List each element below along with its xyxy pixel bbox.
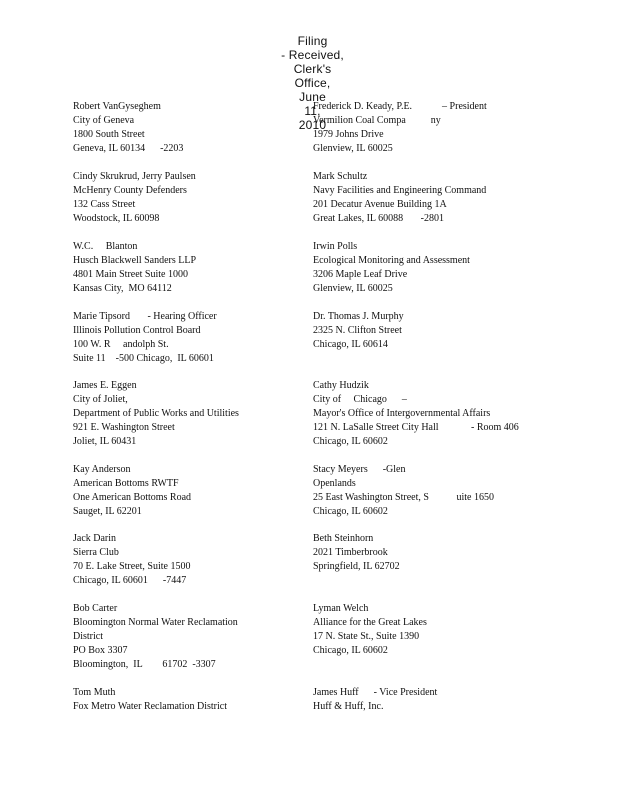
- address-line: Navy Facilities and Engineering Command: [313, 185, 487, 196]
- address-line: Chicago, IL 60602: [313, 506, 388, 517]
- address-line: Department of Public Works and Utilities: [73, 408, 239, 419]
- address-line: Suite 11 -500 Chicago, IL 60601: [73, 353, 214, 364]
- address-line: Openlands: [313, 478, 356, 489]
- address-line: American Bottoms RWTF: [73, 478, 179, 489]
- address-line: Dr. Thomas J. Murphy: [313, 311, 404, 322]
- address-line: Mayor's Office of Intergovernmental Affairs: [313, 408, 491, 419]
- address-line: One American Bottoms Road: [73, 492, 192, 503]
- address-block: [313, 240, 470, 296]
- address-line: Sauget, IL 62201: [73, 506, 142, 517]
- address-line: Chicago, IL 60601 -7447: [73, 575, 187, 586]
- address-line: Chicago, IL 60602: [313, 645, 388, 656]
- address-line: Woodstock, IL 60098: [73, 213, 160, 224]
- address-block: [313, 310, 404, 352]
- address-line: 1979 Johns Drive: [313, 129, 384, 140]
- address-line: Lyman Welch: [313, 603, 369, 614]
- address-line: Marie Tipsord - Hearing Officer: [73, 311, 217, 322]
- address-line: Fox Metro Water Reclamation District: [73, 701, 227, 712]
- header-word: June: [299, 90, 326, 104]
- address-line: 2325 N. Clifton Street: [313, 325, 402, 336]
- address-line: Chicago, IL 60602: [313, 436, 388, 447]
- address-line: Alliance for the Great Lakes: [313, 617, 427, 628]
- address-line: Kay Anderson: [73, 464, 131, 475]
- address-line: Irwin Polls: [313, 241, 358, 252]
- address-line: Cathy Hudzik: [313, 380, 369, 391]
- header-word: 11,: [304, 104, 321, 118]
- address-line: City of Chicago –: [313, 394, 407, 405]
- address-line: City of Joliet,: [73, 394, 128, 405]
- address-line: Glenview, IL 60025: [313, 143, 393, 154]
- address-line: Jack Darin: [73, 533, 117, 544]
- address-block: [313, 686, 437, 714]
- address-line: 3206 Maple Leaf Drive: [313, 269, 408, 280]
- address-line: Geneva, IL 60134 -2203: [73, 143, 184, 154]
- address-line: Bloomington, IL 61702 -3307: [73, 659, 216, 670]
- header-word: Filing: [297, 34, 328, 48]
- address-line: 921 E. Washington Street: [73, 422, 175, 433]
- address-line: Kansas City, MO 64112: [73, 283, 172, 294]
- address-line: Stacy Meyers -Glen: [313, 464, 406, 475]
- address-line: 121 N. LaSalle Street City Hall - Room 406: [313, 422, 519, 433]
- address-line: Beth Steinhorn: [313, 533, 374, 544]
- address-line: 2021 Timberbrook: [313, 547, 388, 558]
- address-line: Chicago, IL 60614: [313, 339, 388, 350]
- address-line: Frederick D. Keady, P.E. – President: [313, 101, 487, 112]
- address-line: James Huff - Vice President: [313, 687, 438, 698]
- address-line: Cindy Skrukrud, Jerry Paulsen: [73, 171, 196, 182]
- address-line: 25 East Washington Street, S uite 1650: [313, 492, 494, 503]
- address-line: Vermilion Coal Compa ny: [313, 115, 441, 126]
- address-line: Mark Schultz: [313, 171, 368, 182]
- address-block: [73, 379, 239, 449]
- address-line: Sierra Club: [73, 547, 119, 558]
- address-block: [313, 602, 427, 658]
- address-line: W.C. Blanton: [73, 241, 138, 252]
- address-line: McHenry County Defenders: [73, 185, 187, 196]
- header-word: 2010: [298, 118, 327, 132]
- address-block: [73, 100, 183, 156]
- address-line: Huff & Huff, Inc.: [313, 701, 384, 712]
- address-block: [73, 310, 217, 366]
- address-block: [73, 602, 238, 672]
- address-line: 132 Cass Street: [73, 199, 136, 210]
- address-line: PO Box 3307: [73, 645, 128, 656]
- address-line: 4801 Main Street Suite 1000: [73, 269, 188, 280]
- address-line: James E. Eggen: [73, 380, 137, 391]
- address-line: Illinois Pollution Control Board: [73, 325, 201, 336]
- address-line: Husch Blackwell Sanders LLP: [73, 255, 197, 266]
- address-line: 1800 South Street: [73, 129, 145, 140]
- address-block: [313, 532, 400, 574]
- address-line: Great Lakes, IL 60088 -2801: [313, 213, 444, 224]
- address-block: [73, 463, 191, 519]
- address-line: Springfield, IL 62702: [313, 561, 400, 572]
- address-line: Tom Muth: [73, 687, 116, 698]
- address-block: [313, 100, 487, 156]
- address-line: Bob Carter: [73, 603, 118, 614]
- header-word: Office,: [294, 76, 331, 90]
- address-block: [313, 463, 494, 519]
- address-line: 100 W. R andolph St.: [73, 339, 169, 350]
- address-line: Glenview, IL 60025: [313, 283, 393, 294]
- address-block: [73, 532, 190, 588]
- address-line: City of Geneva: [73, 115, 135, 126]
- address-line: Bloomington Normal Water Reclamation: [73, 617, 238, 628]
- address-line: District: [73, 631, 103, 642]
- address-block: [73, 240, 196, 296]
- address-line: Robert VanGyseghem: [73, 101, 161, 112]
- header-word: Clerk's: [293, 62, 332, 76]
- address-block: [313, 170, 486, 226]
- address-line: 201 Decatur Avenue Building 1A: [313, 199, 447, 210]
- header-word: - Received,: [281, 48, 344, 62]
- address-block: [73, 170, 196, 226]
- address-line: Joliet, IL 60431: [73, 436, 137, 447]
- address-line: 70 E. Lake Street, Suite 1500: [73, 561, 191, 572]
- address-line: Ecological Monitoring and Assessment: [313, 255, 470, 266]
- address-block: [313, 379, 519, 449]
- address-block: [73, 686, 227, 714]
- address-line: 17 N. State St., Suite 1390: [313, 631, 420, 642]
